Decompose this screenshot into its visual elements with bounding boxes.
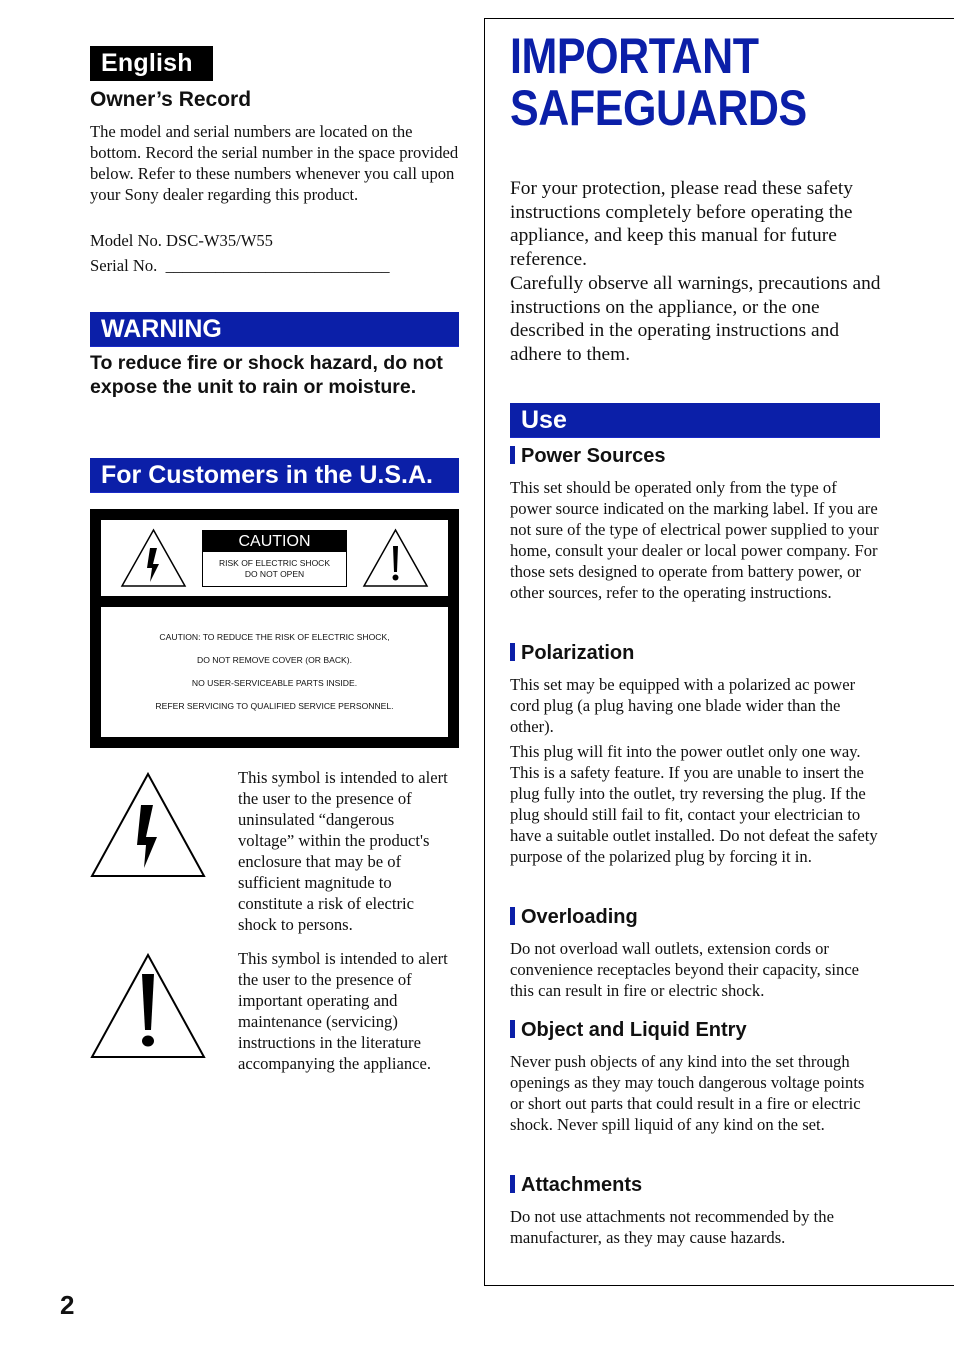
section-heading-polarization: [510, 641, 634, 665]
lightning-symbol-text: This symbol is intended to alert the user to the presence of uninsulated “dangerous voltage” within the product's enclosure that may be of sufficient magnitude to constitute a risk of electric shock to persons.: [238, 768, 448, 934]
page-number: 2: [60, 1290, 75, 1320]
intro-paragraph-1: For your protection, please read these safety instructions completely before operating the appliance, and keep this manual for future reference.: [510, 178, 853, 271]
warning-heading: WARNING: [90, 312, 459, 347]
caution-small-line-2: DO NOT OPEN: [244, 569, 305, 579]
frame-left-rule: [484, 18, 485, 1286]
page-title: [510, 30, 880, 134]
use-heading: Use: [510, 403, 880, 438]
caution-label-panel: [90, 509, 459, 748]
section-heading-object-liquid-entry: [510, 1018, 747, 1042]
title-line-2: SAFEGUARDS: [510, 80, 807, 136]
section-heading-attachments: [510, 1173, 642, 1197]
caution-title: CAUTION: [203, 531, 346, 552]
caution-small-line-1: RISK OF ELECTRIC SHOCK: [219, 558, 330, 568]
caution-lines: [101, 626, 448, 718]
section-paragraph: Never push objects of any kind into the set through openings as they may touch dangerous voltage points or short out parts that could result in a fire or electric shock. Never spill liquid of any kind on the set.: [510, 1052, 865, 1134]
exclamation-symbol-text: This symbol is intended to alert the user to the presence of important operating and maintenance (servicing) instructions in the literature accompanying the appliance.: [238, 949, 448, 1073]
section-heading-label: Power Sources: [521, 445, 666, 467]
heading-bar: [510, 907, 515, 925]
section-paragraph: Do not use attachments not recommended by the manufacturer, as they may cause hazards.: [510, 1207, 834, 1247]
caution-line: DO NOT REMOVE COVER (OR BACK).: [196, 655, 353, 665]
title-line-1: IMPORTANT: [510, 28, 759, 84]
caution-sign: [202, 530, 347, 587]
caution-line: NO USER-SERVICEABLE PARTS INSIDE.: [191, 678, 358, 688]
exclamation-symbol-icon: [89, 952, 207, 1060]
section-paragraph: This set should be operated only from the type of power source indicated on the marking label. If you are not sure of the type of electrical power supplied to your home, consult your dealer or local power company. For those sets designed to operate from battery power, or other sources, refer to the operating instructions.: [510, 478, 879, 602]
caution-line: CAUTION: TO REDUCE THE RISK OF ELECTRIC SHOCK,: [159, 632, 390, 642]
heading-bar: [510, 446, 515, 464]
frame-top-rule: [484, 18, 954, 19]
section-heading-overloading: [510, 905, 638, 929]
usa-heading: For Customers in the U.S.A.: [90, 458, 459, 493]
heading-bar: [510, 1020, 515, 1038]
section-heading-label: Object and Liquid Entry: [521, 1019, 747, 1041]
heading-bar: [510, 643, 515, 661]
owners-record-body: The model and serial numbers are located on the bottom. Record the serial number in the space provided below. Refer to these numbers whenever you call upon your Sony dealer regarding this product.: [90, 122, 459, 204]
section-heading-label: Polarization: [521, 642, 635, 664]
intro-paragraph-2: Carefully observe all warnings, precautions and instructions on the appliance, or the one described in the operating instructions and adhere to them.: [510, 273, 881, 366]
caution-line: REFER SERVICING TO QUALIFIED SERVICE PERSONNEL.: [155, 701, 394, 711]
language-tag: English: [90, 46, 213, 81]
section-paragraph: This plug will fit into the power outlet only one way. This is a safety feature. If you are unable to insert the plug fully into the outlet, try reversing the plug. If the plug should still fail to fit, contact your electrician to have a suitable outlet installed. Do not defeat the safety purpose of the polarized plug by forcing it in.: [510, 742, 878, 866]
serial-number: Serial No. ___________________________: [90, 256, 390, 275]
warning-text: To reduce fire or shock hazard, do not expose the unit to rain or moisture.: [90, 352, 443, 398]
caution-small-text: [203, 552, 346, 580]
frame-bottom-rule: [484, 1285, 954, 1286]
caution-text-panel: [101, 607, 448, 737]
caution-top-panel: [101, 520, 448, 596]
lightning-symbol-icon: [89, 771, 207, 879]
exclamation-warning-icon: [362, 528, 429, 588]
section-paragraph: Do not overload wall outlets, extension cords or convenience receptacles beyond their capacity, since this can result in fire or electric shock.: [510, 939, 860, 1000]
owners-record-heading: Owner’s Record: [90, 88, 252, 111]
section-paragraph: This set may be equipped with a polarized ac power cord plug (a plug having one blade wider than the other).: [510, 675, 856, 736]
section-heading-label: Attachments: [521, 1174, 643, 1196]
section-heading-power-sources: [510, 444, 666, 468]
lightning-warning-icon: [120, 528, 187, 588]
heading-bar: [510, 1175, 515, 1193]
section-heading-label: Overloading: [521, 906, 638, 928]
model-number: Model No. DSC-W35/W55: [90, 231, 273, 250]
